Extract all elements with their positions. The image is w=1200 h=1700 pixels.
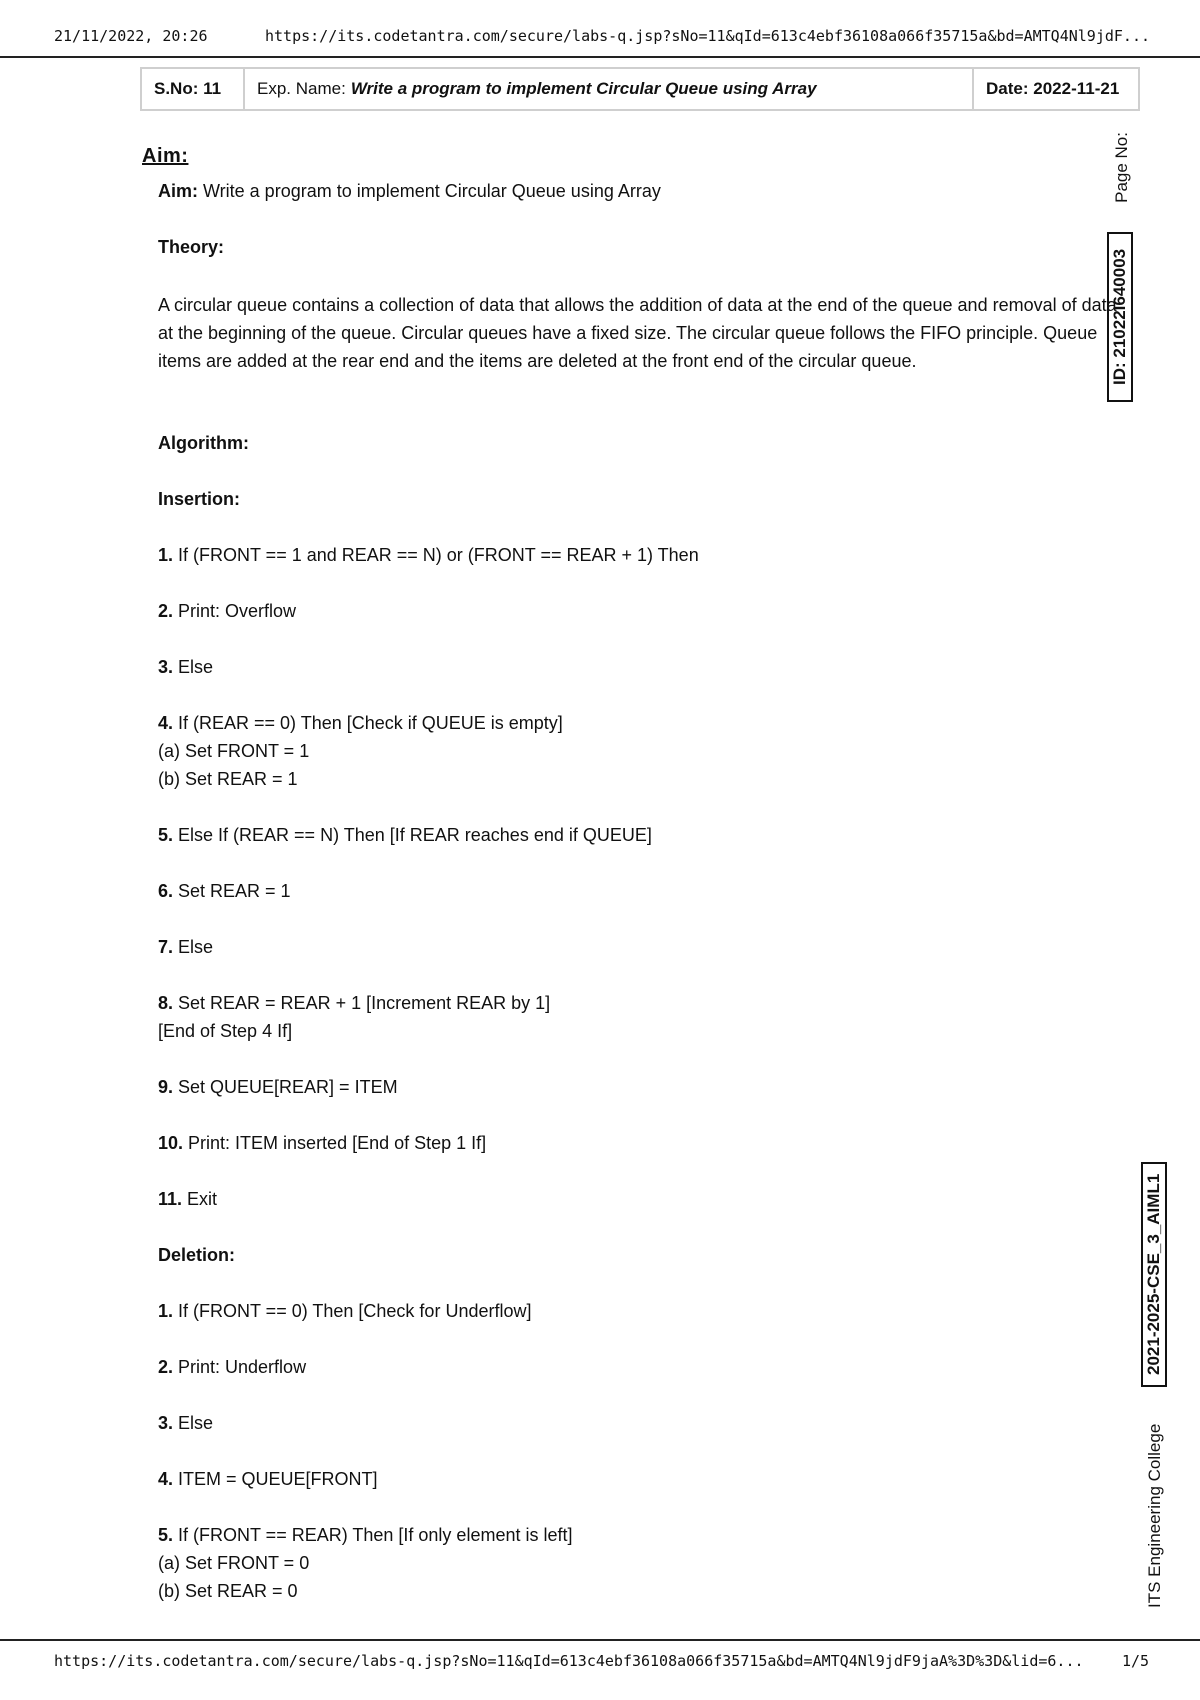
print-timestamp: 21/11/2022, 20:26: [54, 27, 208, 45]
deletion-step: 5. If (FRONT == REAR) Then [If only element is left]: [158, 1525, 573, 1545]
insertion-substep: [End of Step 4 If]: [158, 1021, 293, 1041]
insertion-step: 1. If (FRONT == 1 and REAR == N) or (FRONT == REAR + 1) Then: [158, 545, 699, 565]
deletion-heading: Deletion:: [158, 1245, 236, 1265]
print-header-url: https://its.codetantra.com/secure/labs-q.jsp?sNo=11&qId=613c4ebf36108a066f35715a&bd=AMTQ4Nl9jdF...: [265, 27, 1151, 45]
date-value: 2022-11-21: [1033, 79, 1120, 98]
insertion-step: 4. If (REAR == 0) Then [Check if QUEUE is empty]: [158, 713, 563, 733]
insertion-step: 5. Else If (REAR == N) Then [If REAR reaches end if QUEUE]: [158, 825, 652, 845]
aim-text: Write a program to implement Circular Queue using Array: [198, 181, 661, 201]
insertion-step: 8. Set REAR = REAR + 1 [Increment REAR by 1]: [158, 993, 551, 1013]
date-label: Date:: [986, 79, 1029, 98]
exp-name-value: Write a program to implement Circular Queue using Array: [350, 79, 817, 98]
aim-heading: Aim:: [142, 145, 189, 167]
insertion-step: 10. Print: ITEM inserted [End of Step 1 If]: [158, 1133, 487, 1153]
deletion-step: 4. ITEM = QUEUE[FRONT]: [158, 1469, 378, 1489]
print-page-counter: 1/5: [1122, 1652, 1150, 1670]
print-footer: [0, 1639, 1200, 1700]
insertion-substep: (a) Set FRONT = 1: [158, 741, 310, 761]
insertion-step: 9. Set QUEUE[REAR] = ITEM: [158, 1077, 398, 1097]
deletion-step: 2. Print: Underflow: [158, 1357, 307, 1377]
side-page-number-label: Page No:: [1112, 132, 1131, 203]
insertion-step: 2. Print: Overflow: [158, 601, 297, 621]
print-footer-url: https://its.codetantra.com/secure/labs-q.jsp?sNo=11&qId=613c4ebf36108a066f35715a&bd=AMTQ4Nl9jdF9jaA%3D%3D&lid=6...: [54, 1652, 1084, 1670]
aim-label: Aim:: [158, 181, 198, 201]
insertion-step: 7. Else: [158, 937, 214, 957]
sno-cell: [142, 69, 245, 109]
insertion-step: 11. Exit: [158, 1189, 218, 1209]
deletion-step: 1. If (FRONT == 0) Then [Check for Underflow]: [158, 1301, 532, 1321]
exp-name-label: Exp. Name:: [257, 79, 346, 98]
deletion-substep: (a) Set FRONT = 0: [158, 1553, 310, 1573]
print-header: [0, 0, 1200, 58]
deletion-substep: (b) Set REAR = 0: [158, 1581, 298, 1601]
date-cell: [974, 69, 1138, 109]
exp-name-cell: [245, 69, 974, 109]
sno-label: S.No:: [154, 79, 199, 98]
insertion-step: 3. Else: [158, 657, 214, 677]
theory-paragraph: A circular queue contains a collection of data that allows the addition of data at the end of the queue and removal of data at the beginning of the queue. Circular queues have a fixed size. The circular queue follows the FIFO principle. Queue items are added at the rear end and the items are deleted at the front end of the circular queue.: [158, 295, 1117, 371]
experiment-header-table: [140, 67, 1140, 111]
side-batch-code: 2021-2025-CSE_3_AIML1: [1141, 1162, 1167, 1387]
insertion-step: 6. Set REAR = 1: [158, 881, 291, 901]
sno-value: 11: [203, 79, 222, 98]
side-student-id: ID: 21022I640003: [1107, 232, 1133, 402]
aim-line: [158, 181, 661, 202]
insertion-substep: (b) Set REAR = 1: [158, 769, 298, 789]
insertion-heading: Insertion:: [158, 489, 241, 509]
deletion-step: 3. Else: [158, 1413, 214, 1433]
theory-heading: Theory:: [158, 237, 225, 257]
algorithm-heading: Algorithm:: [158, 433, 249, 453]
side-college-name: ITS Engineering College: [1145, 1423, 1164, 1608]
